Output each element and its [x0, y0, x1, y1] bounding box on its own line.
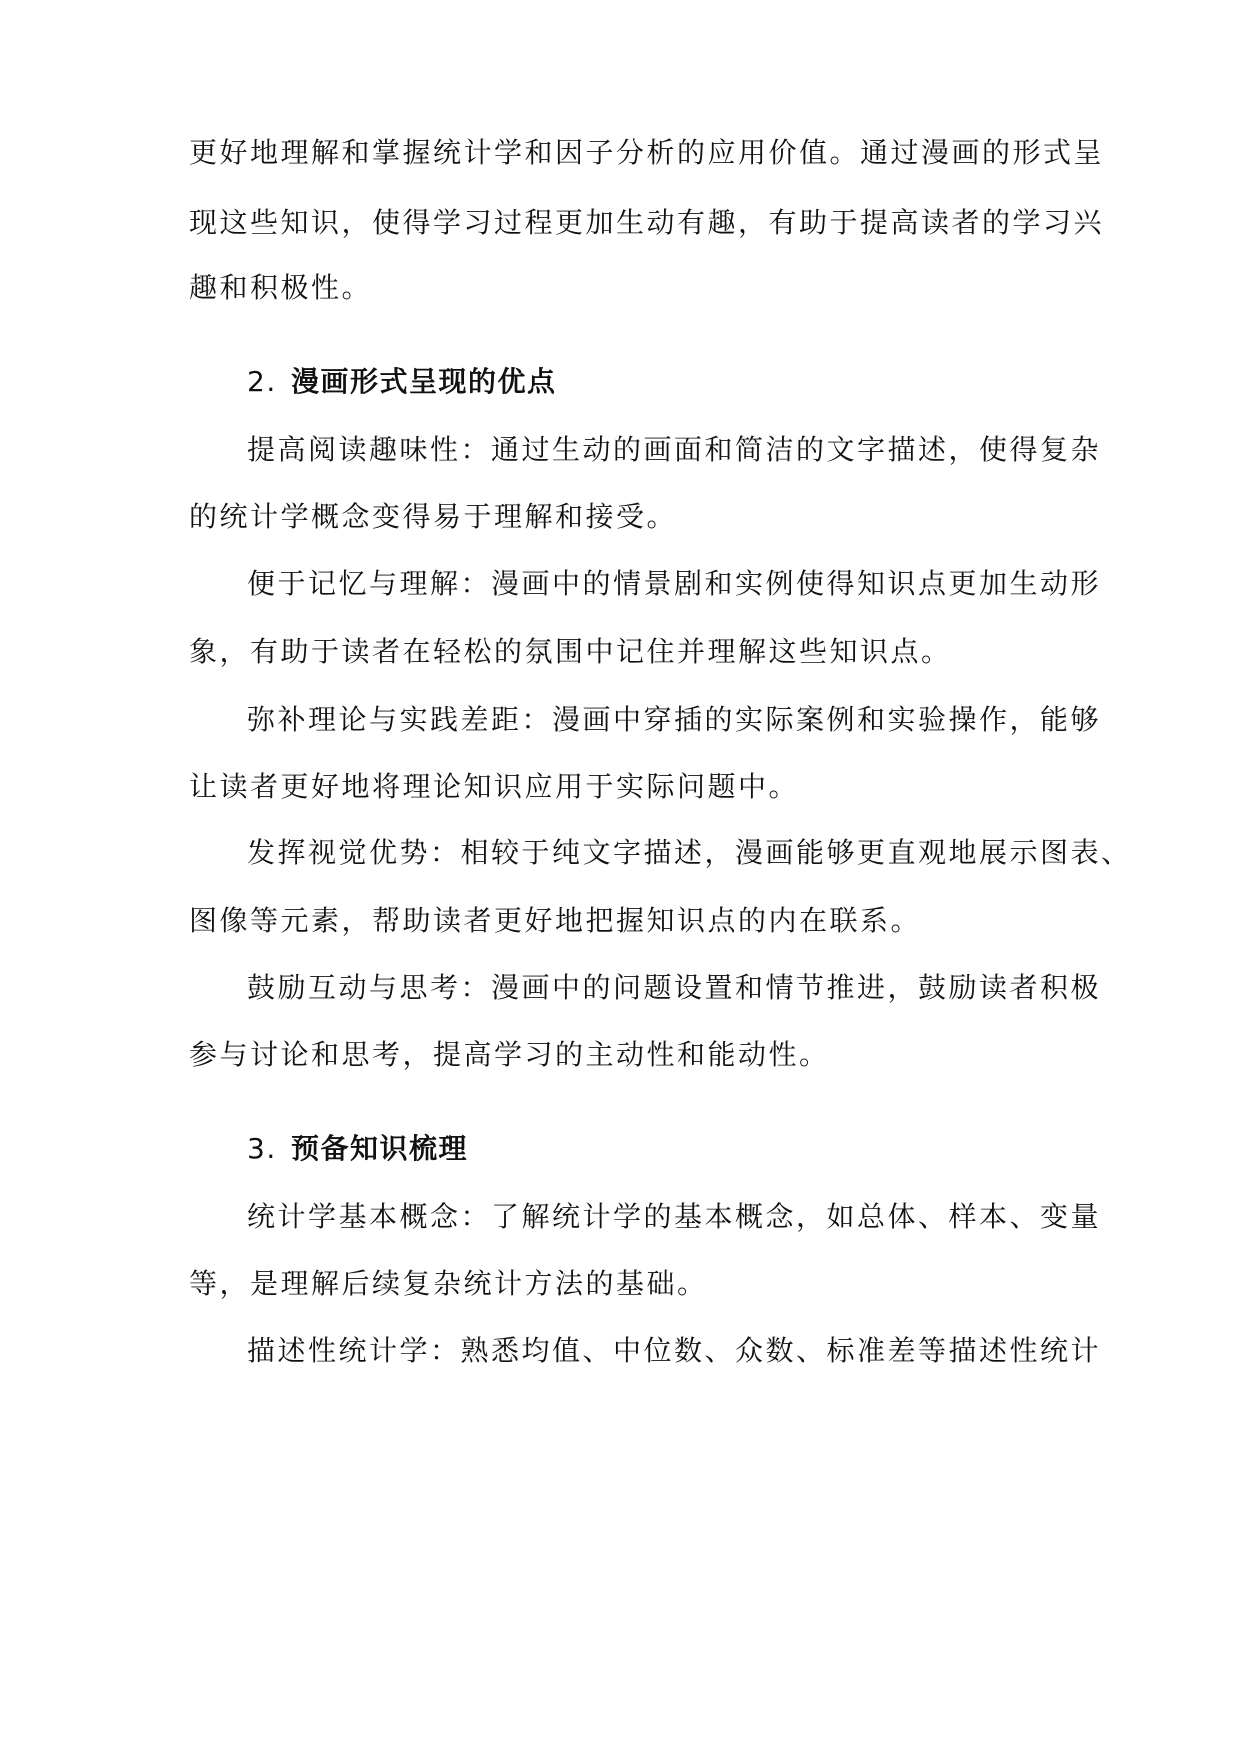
- text-line: 让读者更好地将理论知识应用于实际问题中。: [189, 770, 800, 803]
- text-line: 弥补理论与实践差距：漫画中穿插的实际案例和实验操作，能够: [247, 703, 1102, 736]
- text-line: 的统计学概念变得易于理解和接受。: [189, 500, 678, 533]
- text-line: 提高阅读趣味性：通过生动的画面和简洁的文字描述，使得复杂: [247, 433, 1102, 466]
- text-line: 便于记忆与理解：漫画中的情景剧和实例使得知识点更加生动形: [247, 567, 1102, 600]
- text-line: 象，有助于读者在轻松的氛围中记住并理解这些知识点。: [189, 635, 952, 668]
- text-line: 描述性统计学：熟悉均值、中位数、众数、标准差等描述性统计: [247, 1334, 1102, 1367]
- text-line: 发挥视觉优势：相较于纯文字描述，漫画能够更直观地展示图表、: [247, 836, 1132, 869]
- section-title: 预备知识梳理: [291, 1132, 469, 1165]
- section-title: 漫画形式呈现的优点: [291, 365, 557, 398]
- text-line: 统计学基本概念：了解统计学的基本概念，如总体、样本、变量: [247, 1200, 1102, 1233]
- section-heading: [247, 1129, 468, 1169]
- text-line: 更好地理解和掌握统计学和因子分析的应用价值。通过漫画的形式呈: [189, 136, 1105, 169]
- section-number: 3.: [247, 1132, 277, 1165]
- text-line: 等，是理解后续复杂统计方法的基础。: [189, 1267, 708, 1300]
- text-line: 图像等元素，帮助读者更好地把握知识点的内在联系。: [189, 904, 922, 937]
- section-heading: [247, 362, 557, 402]
- text-line: 鼓励互动与思考：漫画中的问题设置和情节推进，鼓励读者积极: [247, 971, 1102, 1004]
- text-line: 参与讨论和思考，提高学习的主动性和能动性。: [189, 1038, 830, 1071]
- section-number: 2.: [247, 365, 277, 398]
- text-line: 趣和积极性。: [189, 271, 373, 304]
- text-line: 现这些知识，使得学习过程更加生动有趣，有助于提高读者的学习兴: [189, 206, 1105, 239]
